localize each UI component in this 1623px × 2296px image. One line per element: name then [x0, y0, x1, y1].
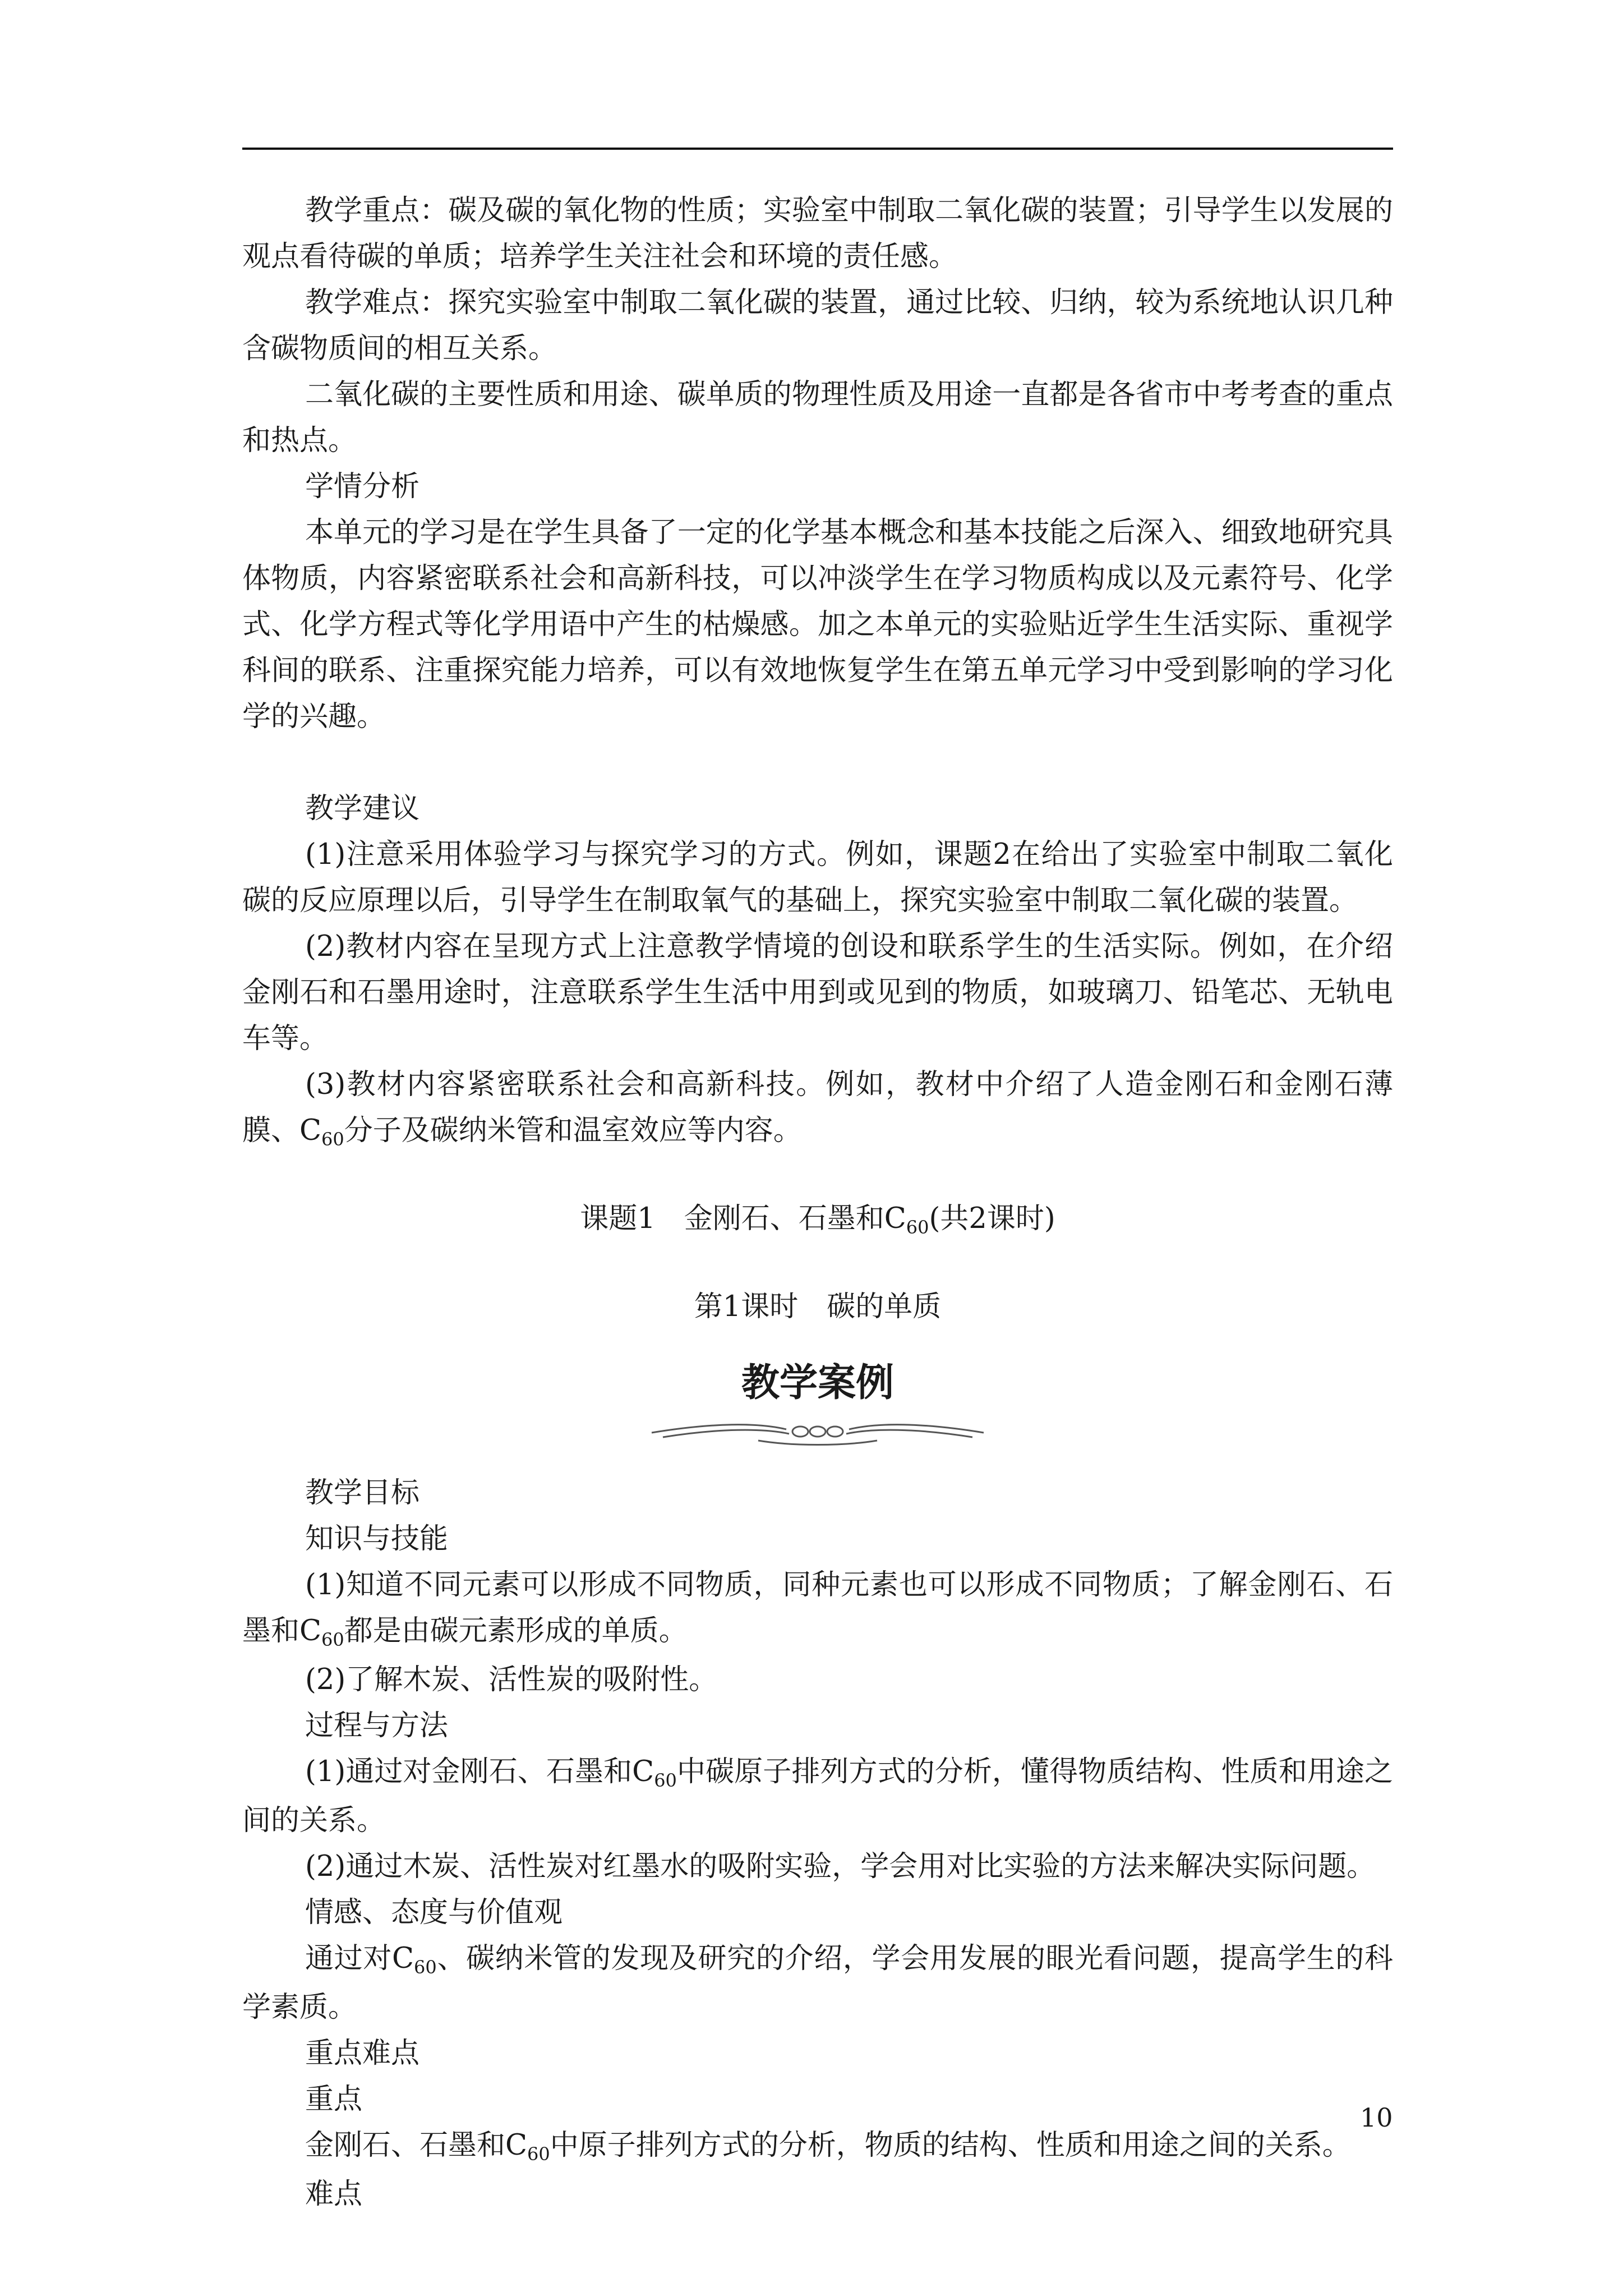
period-title: 第1课时 碳的单质 [694, 1290, 942, 1323]
header-rule [242, 148, 1393, 150]
student-analysis-text: 本单元的学习是在学生具备了一定的化学基本概念和基本技能之后深入、细致地研究具体物质，内容紧密联系社会和高新科技，可以冲淡学生在学习物质构成以及元素符号、化学式、化学方程式等化学用语中产生的枯燥感。加之本单元的实验贴近学生生活实际、重视学科间的联系、注重探究能力培养，可以有效地恢复学生在第五单元学习中受到影响的学习化学的兴趣。 [242, 516, 1393, 733]
emotion-1: 通过对$C_{60}$、碳纳米管的发现及研究的介绍，学会用发展的眼光看问题，提高学生的科学素质。 [242, 1942, 1393, 2024]
objectives-heading: 教学目标 [305, 1476, 420, 1510]
page-number: 10 [1360, 2102, 1393, 2133]
teaching-focus: 教学重点：碳及碳的氧化物的性质；实验室中制取二氧化碳的装置；引导学生以发展的观点看待碳的单质；培养学生关注社会和环境的责任感。 [242, 194, 1393, 273]
process-heading: 过程与方法 [305, 1709, 449, 1742]
suggestion-2: (2)教材内容在呈现方式上注意教学情境的创设和联系学生的生活实际。例如，在介绍金刚石和石墨用途时，注意联系学生生活中用到或见到的物质，如玻璃刀、铅笔芯、无轨电车等。 [242, 930, 1393, 1055]
lesson-title: 课题1 金刚石、石墨和$C_{60}$(共2课时) [580, 1202, 1055, 1238]
banner-title: 教学案例 [741, 1361, 894, 1405]
process-2: (2)通过木炭、活性炭对红墨水的吸附实验，学会用对比实验的方法来解决实际问题。 [305, 1850, 1376, 1883]
emotion-heading: 情感、态度与价值观 [305, 1896, 563, 1929]
teaching-case-banner [242, 1352, 1393, 1465]
process-1: (1)通过对金刚石、石墨和$C_{60}$中碳原子排列方式的分析，懂得物质结构、性质和用途之间的关系。 [242, 1755, 1393, 1837]
knowledge-1: (1)知道不同元素可以形成不同物质，同种元素也可以形成不同物质；了解金刚石、石墨和$C_{60}$都是由碳元素形成的单质。 [242, 1568, 1393, 1650]
key-heading: 重点 [305, 2083, 363, 2116]
suggestions-heading: 教学建议 [305, 792, 420, 825]
key-text: 金刚石、石墨和$C_{60}$中原子排列方式的分析，物质的结构、性质和用途之间的关系。 [305, 2129, 1351, 2165]
teaching-difficulty: 教学难点：探究实验室中制取二氧化碳的装置，通过比较、归纳，较为系统地认识几种含碳物质间的相互关系。 [242, 286, 1393, 365]
knowledge-heading: 知识与技能 [305, 1522, 449, 1556]
key-points-heading: 重点难点 [305, 2037, 420, 2070]
suggestion-3: (3)教材内容紧密联系社会和高新科技。例如，教材中介绍了人造金刚石和金刚石薄膜、$C_{60}$分子及碳纳米管和温室效应等内容。 [242, 1068, 1393, 1150]
suggestion-1: (1)注意采用体验学习与探究学习的方式。例如，课题2在给出了实验室中制取二氧化碳的反应原理以后，引导学生在制取氧气的基础上，探究实验室中制取二氧化碳的装置。 [242, 838, 1393, 917]
knowledge-2: (2)了解木炭、活性炭的吸附性。 [305, 1663, 718, 1696]
student-analysis-heading: 学情分析 [305, 470, 420, 503]
page-content [242, 188, 1393, 2217]
ornament-flourish-icon [646, 1411, 989, 1451]
difficulty-heading: 难点 [305, 2178, 363, 2211]
exam-note: 二氧化碳的主要性质和用途、碳单质的物理性质及用途一直都是各省市中考考查的重点和热点。 [242, 378, 1393, 457]
